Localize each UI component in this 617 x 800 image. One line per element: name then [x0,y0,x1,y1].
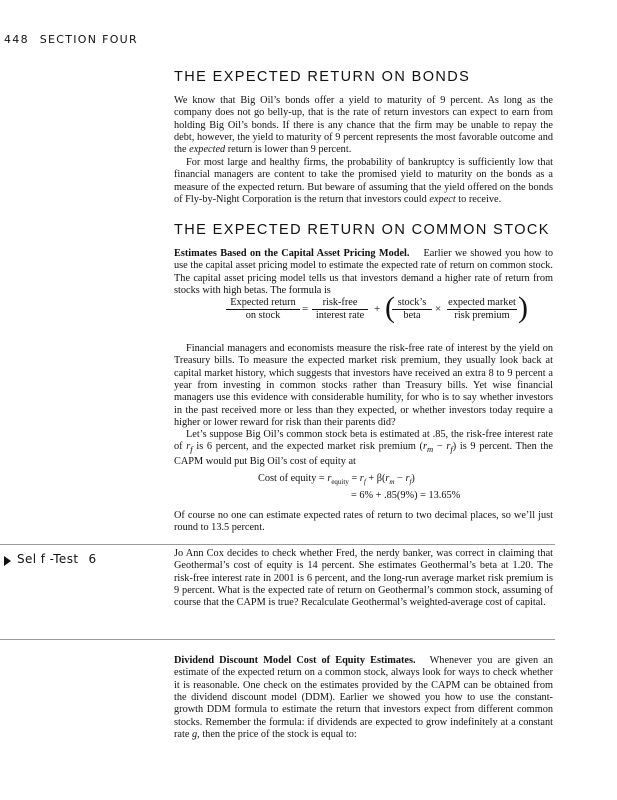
formula-term4-top: expected market [448,297,516,308]
formula-term3-bottom: beta [392,309,432,322]
formula-term2-top: risk-free [322,297,358,308]
formula-times: × [435,303,442,315]
capm-minus: − [394,473,406,484]
rm-subscript: m [426,444,434,455]
formula-market-premium [447,297,517,322]
ddm-run-in-heading: Dividend Discount Model Cost of Equity Estimates. [174,655,416,666]
stock-heading: THE EXPECTED RETURN ON COMMON STOCK [174,222,550,238]
ddm-paragraph [174,655,553,741]
ddm-g-symbol: g [192,729,198,741]
section-label: SECTION FOUR [39,33,138,46]
formula-plus: + [374,303,381,315]
capm-rf-symbol-2: r [405,473,410,484]
formula-expected-return [226,297,300,322]
formula-term4-bottom: risk premium [447,309,517,322]
rf-subscript-2: f [450,444,453,455]
stock-paragraph-2: Financial managers and economists measure the risk-free rate of interest by the yield on Treasury bills. To measure the expected market risk premium, they usually look back at capital market history, which suggests that investors have received an extra 8 to 9 percent a year from investing in common stocks rather than Treasury bills. Yet wise financial managers use this evidence with considerable humility, for who is to say whether investors in the past received more or less than they expected, or whether investors today require a higher or lower reward for risk than their parents did? [174,343,553,429]
bonds-p2-emphasis: expect [429,194,456,206]
bonds-p1-text-a: We know that Big Oil’s bonds offer a yield to maturity of 9 percent. As long as the company does not go belly-up, that is the rate of return investors can expect to earn from holding Big Oil’s bonds. If there is any chance that the firm may be unable to repay the debt, however, the yield to maturity of 9 percent represents the most favorable outcome and the [174,95,553,156]
formula-term1-bottom: on stock [226,309,300,322]
capm-rm-symbol: r [385,473,390,484]
minus-sign: − [433,441,447,453]
bonds-p2-text-b: to receive. [455,194,502,206]
stock-paragraph-3 [174,429,553,468]
rounding-paragraph: Of course no one can estimate expected rates of return to two decimal places, so we’ll just round to 13.5 percent. [174,510,553,534]
formula-beta [392,297,432,322]
rf-subscript: f [190,444,193,455]
bonds-paragraph-1 [174,95,553,157]
ddm-text-b: , then the price of the stock is equal to: [197,729,357,741]
capm-plus-beta: + β( [365,473,386,484]
capm-r-symbol: r [327,473,332,484]
running-header [4,33,138,46]
formula-term3-top: stock’s [397,297,427,308]
capm-rf-symbol: r [359,473,364,484]
triangle-bullet-icon [4,556,11,566]
formula-term1-top: Expected return [230,297,296,308]
bonds-p1-text-b: return is lower than 9 percent. [225,144,352,156]
self-test-text: Jo Ann Cox decides to check whether Fred, the nerdy banker, was correct in claiming that Geothermal’s cost of equity is 14 percent. She estimates Geothermal’s beta at 1.20. The risk-free interest rate in 2001 is 6 percent, and the long-run average market risk premium is 9 percent. What is the expected rate of return on Geothermal’s common stock, assuming of course that the CAPM is true? Recalculate Geothermal’s weighted-average cost of capital. [174,548,553,609]
formula-term2-bottom: interest rate [312,309,368,322]
capm-paragraph [174,248,553,297]
bonds-paragraph-2 [174,157,553,206]
rf-symbol-2: r [446,441,451,453]
capm-close-paren: ) [411,473,415,484]
self-test-label [17,552,97,566]
capm-equals: = [348,473,360,484]
self-test-top-rule [0,544,555,545]
stock-p3-text-b: is 6 percent, and the expected market risk premium ( [192,441,423,453]
page-number: 448 [4,33,29,46]
bonds-p2-text-a: For most large and healthy firms, the probability of bankruptcy is sufficiently low that financial managers are content to take the promised yield to maturity on the bonds as a measure of the expected return. But beware of assuming that the yield offered on the bonds of Fly-by-Night Corporation is the return that investors could [174,157,553,206]
capm-r-subscript: equity [331,478,349,487]
rf-symbol: r [186,441,191,453]
stock-p3-text-c: ) is 9 percent. Then the CAPM would put Big Oil’s cost of equity at [174,441,553,467]
capm-rf-subscript: f [363,478,366,487]
formula-equals: = [302,303,309,315]
capm-equation-line-2: = 6% + .85(9%) = 13.65% [351,490,461,501]
self-test-label-text: Sel f -Test [17,552,79,566]
self-test-bottom-rule [0,639,555,640]
stock-p3-text-a: Let’s suppose Big Oil’s common stock beta is estimated at .85, the risk-free interest rate of [174,429,553,453]
formula-left-paren: ( [385,291,395,324]
capm-rf-subscript-2: f [409,478,412,487]
formula-right-paren: ) [518,291,528,324]
formula-risk-free [312,297,368,322]
capm-equation-line-1 [258,473,415,486]
capm-lhs: Cost of equity = [258,473,328,484]
ddm-text-a: Whenever you are given an estimate of the expected return on a common stock, always look for ways to check whether it is reasonable. One check on the estimates provided by the CAPM can be obtained from the dividend discount model (DDM). Earlier we showed you how to use the constant-growth DDM formula to estimate the return that investors expect from different common stocks. Remember the formula: if dividends are expected to grow indefinitely at a constant rate [174,655,553,741]
bonds-heading: THE EXPECTED RETURN ON BONDS [174,69,471,85]
capm-run-in-heading: Estimates Based on the Capital Asset Pricing Model. [174,248,410,259]
capm-rm-subscript: m [389,478,395,487]
bonds-p1-emphasis: expected [189,144,226,156]
capm-paragraph-text: Earlier we showed you how to use the capital asset pricing model to estimate the expected rate of return on common stock. The capital asset pricing model tells us that investors demand a higher rate of return from stocks with high betas. The formula is [174,248,553,297]
self-test-number: 6 [88,552,97,566]
rm-symbol: r [422,441,427,453]
